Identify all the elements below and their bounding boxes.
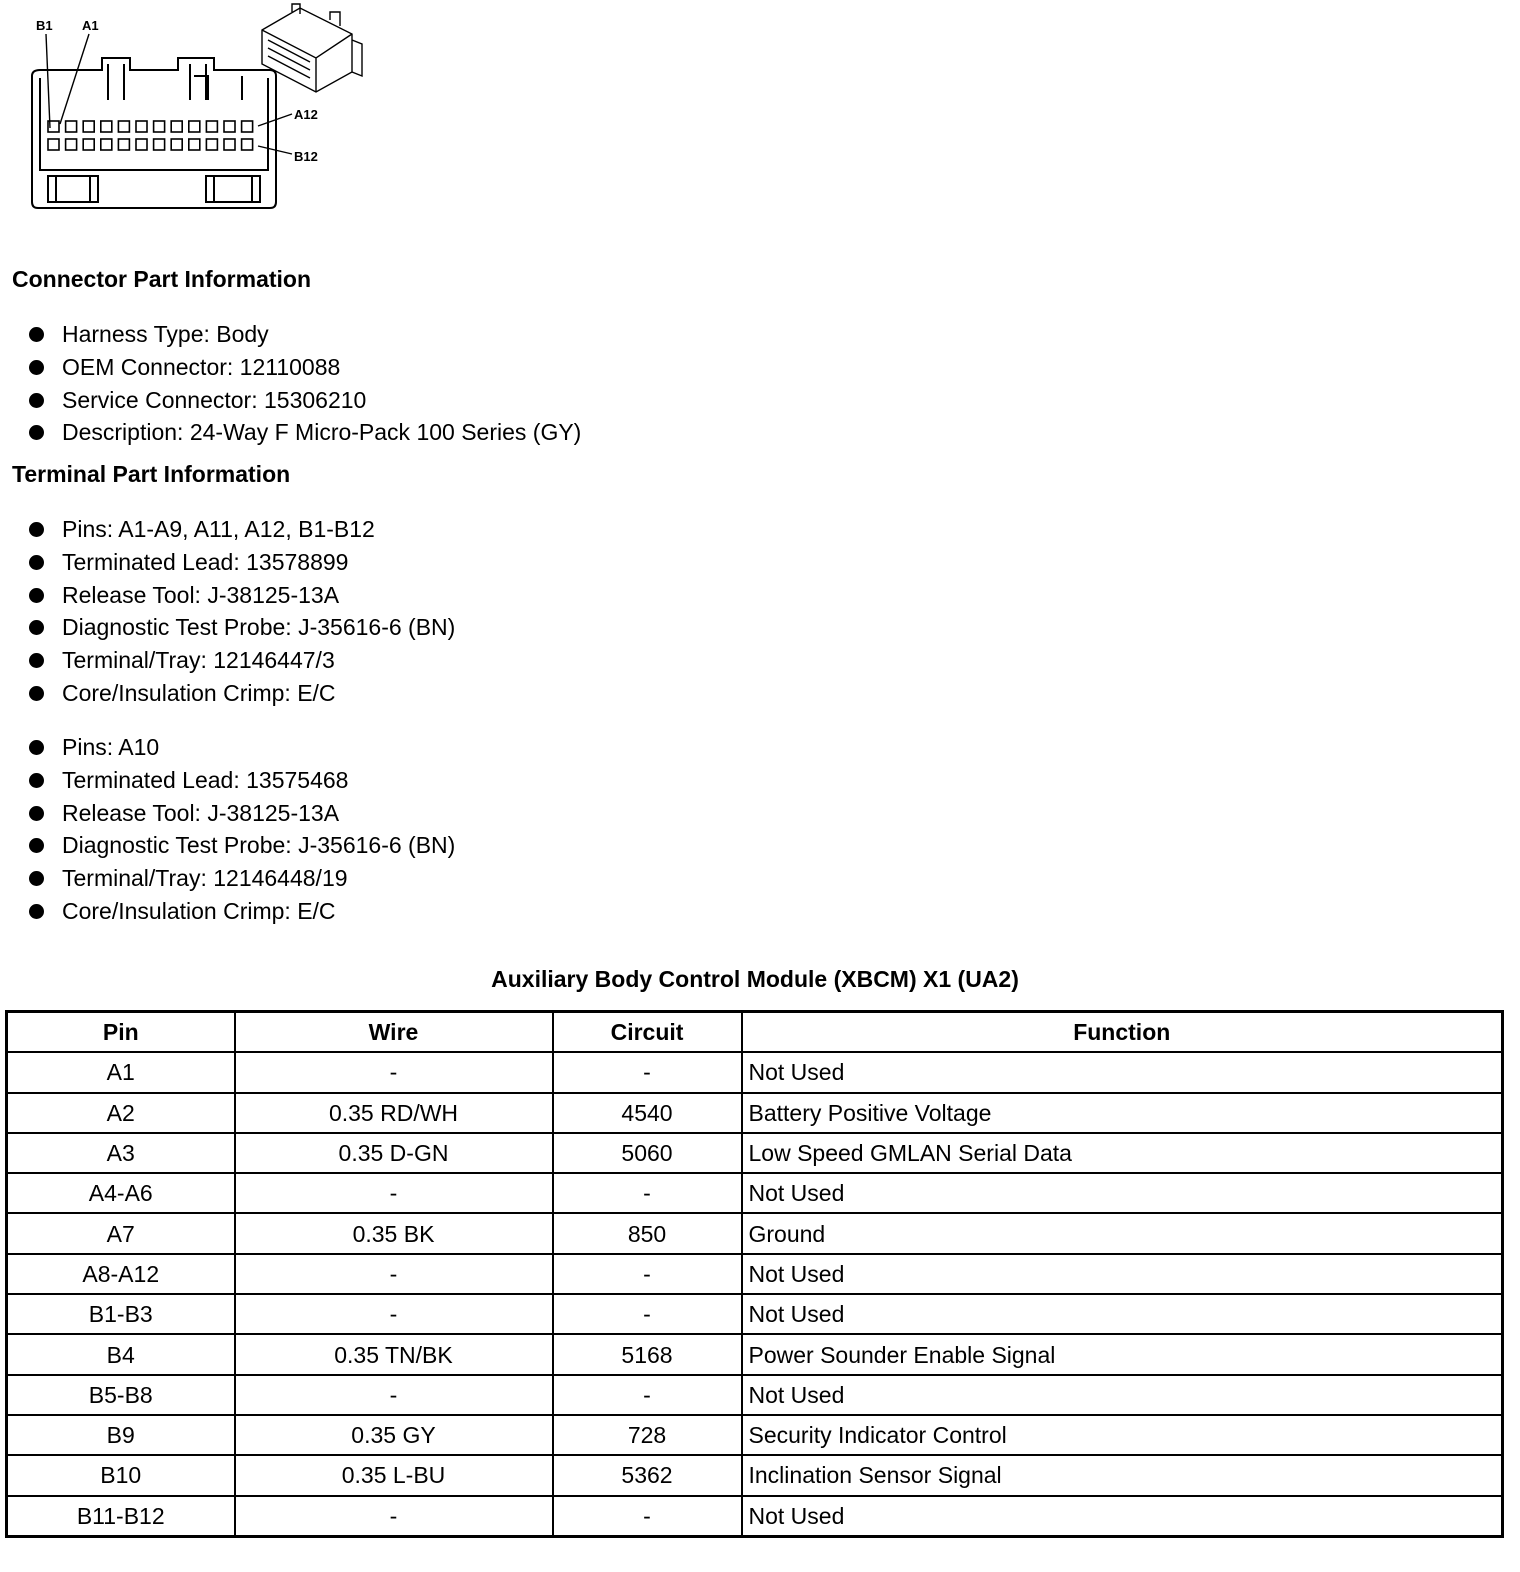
- label-a12: A12: [294, 107, 318, 122]
- cell-function: Not Used: [742, 1254, 1503, 1294]
- header-circuit: Circuit: [553, 1012, 742, 1053]
- pin-cavity: [118, 139, 129, 150]
- label-b12: B12: [294, 149, 318, 164]
- pin-cavity: [136, 139, 147, 150]
- list-item: Terminated Lead: 13578899: [0, 546, 455, 579]
- list-item: Service Connector: 15306210: [0, 384, 581, 417]
- pin-cavity: [242, 121, 253, 132]
- table-row: [7, 1415, 1503, 1455]
- label-b1: B1: [36, 18, 53, 33]
- cell-wire: 0.35 L-BU: [235, 1455, 553, 1495]
- terminal-info-list-1: [0, 513, 455, 710]
- pin-cavity: [242, 139, 253, 150]
- pin-cavity: [66, 139, 77, 150]
- pin-cavity: [136, 121, 147, 132]
- cell-circuit: 5168: [553, 1334, 742, 1374]
- cell-circuit: -: [553, 1375, 742, 1415]
- connector-info-heading: Connector Part Information: [12, 266, 312, 292]
- list-item: OEM Connector: 12110088: [0, 351, 581, 384]
- header-function: Function: [742, 1012, 1503, 1053]
- bullet-icon: [29, 904, 44, 919]
- cell-circuit: -: [553, 1496, 742, 1537]
- cell-wire: -: [235, 1173, 553, 1213]
- cell-pin: B10: [7, 1455, 235, 1495]
- table-title: Auxiliary Body Control Module (XBCM) X1 (UA2): [491, 966, 1019, 992]
- cell-function: Not Used: [742, 1375, 1503, 1415]
- bullet-icon: [29, 653, 44, 668]
- table-row: [7, 1093, 1503, 1133]
- cell-pin: B1-B3: [7, 1294, 235, 1334]
- cell-pin: A3: [7, 1133, 235, 1173]
- cell-circuit: -: [553, 1294, 742, 1334]
- pinout-table: [5, 1010, 1504, 1538]
- cell-circuit: 5060: [553, 1133, 742, 1173]
- list-item: Diagnostic Test Probe: J-35616-6 (BN): [0, 611, 455, 644]
- list-item: Description: 24-Way F Micro-Pack 100 Series (GY): [0, 416, 581, 449]
- list-item: Core/Insulation Crimp: E/C: [0, 895, 455, 928]
- list-item: Release Tool: J-38125-13A: [0, 579, 455, 612]
- cell-function: Not Used: [742, 1294, 1503, 1334]
- cell-function: Low Speed GMLAN Serial Data: [742, 1133, 1503, 1173]
- table-row: [7, 1455, 1503, 1495]
- cell-wire: 0.35 TN/BK: [235, 1334, 553, 1374]
- cell-pin: A2: [7, 1093, 235, 1133]
- table-row: [7, 1254, 1503, 1294]
- table-row: [7, 1496, 1503, 1537]
- pin-cavity: [154, 139, 165, 150]
- pin-cavity: [224, 121, 235, 132]
- cell-circuit: -: [553, 1052, 742, 1092]
- cell-wire: -: [235, 1254, 553, 1294]
- cell-wire: -: [235, 1496, 553, 1537]
- connector-info-list: [0, 318, 581, 449]
- cell-circuit: 5362: [553, 1455, 742, 1495]
- a1-leader: [60, 34, 89, 124]
- cell-pin: A7: [7, 1213, 235, 1253]
- terminal-info-heading: Terminal Part Information: [12, 461, 291, 487]
- list-item: Terminal/Tray: 12146447/3: [0, 644, 455, 677]
- cell-function: Security Indicator Control: [742, 1415, 1503, 1455]
- cell-function: Not Used: [742, 1052, 1503, 1092]
- pin-cavity: [83, 139, 94, 150]
- pin-cavity: [189, 139, 200, 150]
- cell-function: Not Used: [742, 1173, 1503, 1213]
- bullet-icon: [29, 555, 44, 570]
- cell-pin: B9: [7, 1415, 235, 1455]
- bullet-icon: [29, 588, 44, 603]
- bullet-icon: [29, 686, 44, 701]
- pin-cavity: [171, 121, 182, 132]
- cell-wire: 0.35 RD/WH: [235, 1093, 553, 1133]
- list-item: Core/Insulation Crimp: E/C: [0, 677, 455, 710]
- pin-cavity: [83, 121, 94, 132]
- cell-pin: A8-A12: [7, 1254, 235, 1294]
- cell-wire: 0.35 GY: [235, 1415, 553, 1455]
- pin-cavity: [101, 139, 112, 150]
- connector-housing: [32, 58, 276, 208]
- cell-wire: 0.35 D-GN: [235, 1133, 553, 1173]
- cell-circuit: 850: [553, 1213, 742, 1253]
- cell-wire: 0.35 BK: [235, 1213, 553, 1253]
- cell-pin: A4-A6: [7, 1173, 235, 1213]
- pin-cavity: [154, 121, 165, 132]
- connector-diagram: [0, 0, 380, 220]
- cell-function: Battery Positive Voltage: [742, 1093, 1503, 1133]
- pin-cavity: [101, 121, 112, 132]
- cell-function: Power Sounder Enable Signal: [742, 1334, 1503, 1374]
- cell-pin: B4: [7, 1334, 235, 1374]
- list-item: Terminal/Tray: 12146448/19: [0, 862, 455, 895]
- b1-leader: [46, 34, 50, 128]
- table-row: [7, 1334, 1503, 1374]
- pin-cavity: [206, 139, 217, 150]
- pin-cavity: [118, 121, 129, 132]
- pin-cavity: [224, 139, 235, 150]
- bullet-icon: [29, 360, 44, 375]
- list-item: Harness Type: Body: [0, 318, 581, 351]
- table-row: [7, 1213, 1503, 1253]
- bullet-icon: [29, 522, 44, 537]
- header-wire: Wire: [235, 1012, 553, 1053]
- cell-circuit: -: [553, 1173, 742, 1213]
- table-header-row: [7, 1012, 1503, 1053]
- bullet-icon: [29, 740, 44, 755]
- cell-function: Ground: [742, 1213, 1503, 1253]
- bullet-icon: [29, 393, 44, 408]
- pin-cavity: [66, 121, 77, 132]
- cell-pin: A1: [7, 1052, 235, 1092]
- bullet-icon: [29, 773, 44, 788]
- bullet-icon: [29, 806, 44, 821]
- pin-cavity: [206, 121, 217, 132]
- list-item: Release Tool: J-38125-13A: [0, 797, 455, 830]
- cell-wire: -: [235, 1375, 553, 1415]
- bullet-icon: [29, 871, 44, 886]
- bullet-icon: [29, 425, 44, 440]
- table-row: [7, 1375, 1503, 1415]
- terminal-info-list-2: [0, 731, 455, 928]
- cell-circuit: -: [553, 1254, 742, 1294]
- table-row: [7, 1052, 1503, 1092]
- cell-function: Not Used: [742, 1496, 1503, 1537]
- cell-circuit: 728: [553, 1415, 742, 1455]
- cell-pin: B11-B12: [7, 1496, 235, 1537]
- table-row: [7, 1173, 1503, 1213]
- list-item: Pins: A1-A9, A11, A12, B1-B12: [0, 513, 455, 546]
- list-item: Terminated Lead: 13575468: [0, 764, 455, 797]
- list-item: Diagnostic Test Probe: J-35616-6 (BN): [0, 829, 455, 862]
- cell-wire: -: [235, 1052, 553, 1092]
- bullet-icon: [29, 620, 44, 635]
- pin-cavity: [189, 121, 200, 132]
- pin-cavity: [48, 139, 59, 150]
- bullet-icon: [29, 838, 44, 853]
- table-row: [7, 1133, 1503, 1173]
- cell-circuit: 4540: [553, 1093, 742, 1133]
- label-a1: A1: [82, 18, 99, 33]
- cell-wire: -: [235, 1294, 553, 1334]
- list-item: Pins: A10: [0, 731, 455, 764]
- cell-function: Inclination Sensor Signal: [742, 1455, 1503, 1495]
- table-row: [7, 1294, 1503, 1334]
- pin-cavity: [171, 139, 182, 150]
- cell-pin: B5-B8: [7, 1375, 235, 1415]
- header-pin: Pin: [7, 1012, 235, 1053]
- bullet-icon: [29, 327, 44, 342]
